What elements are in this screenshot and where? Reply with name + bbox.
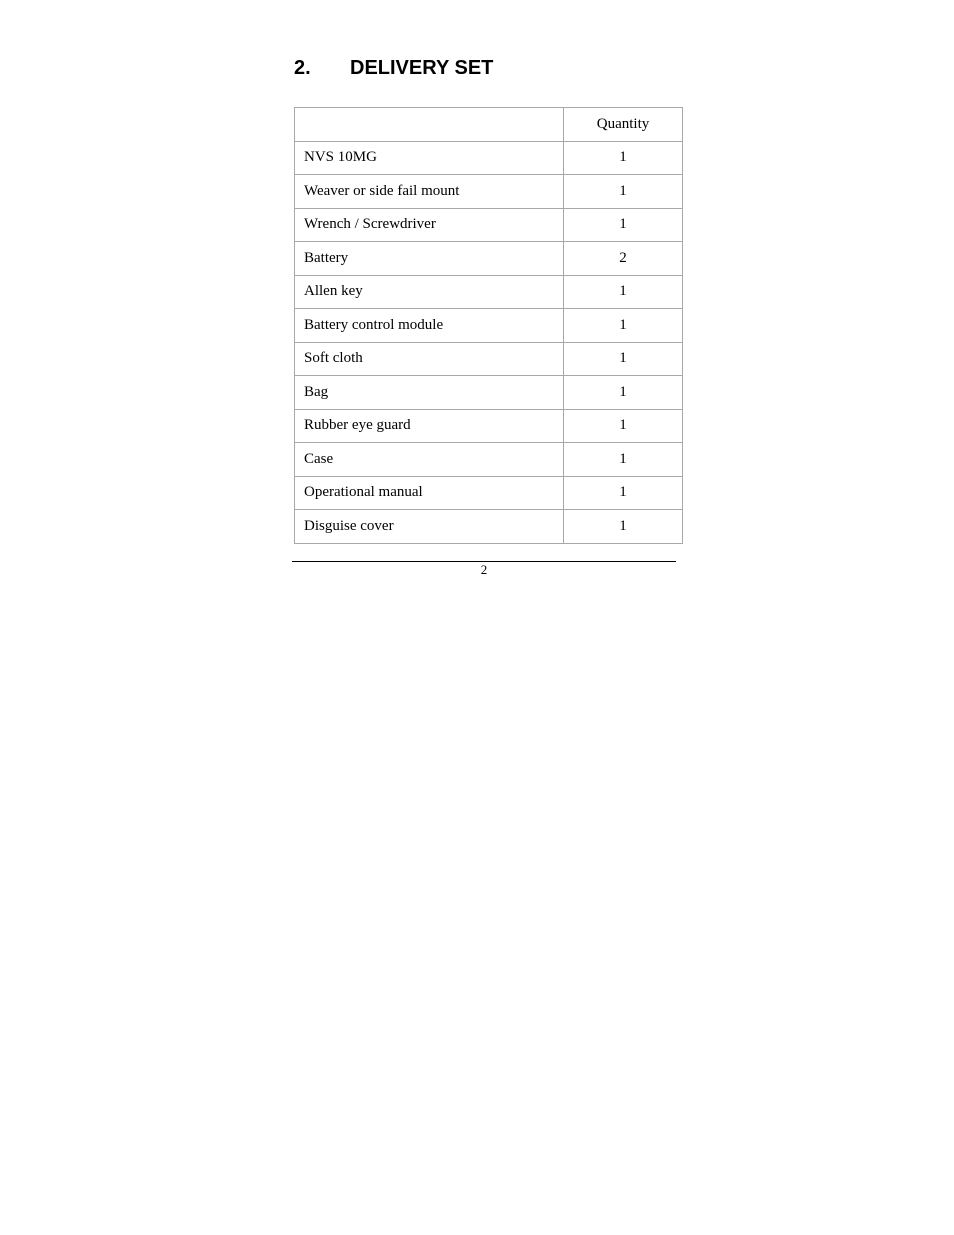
- quantity-cell: 1: [564, 141, 683, 175]
- section-number: 2.: [294, 57, 311, 79]
- item-cell: Allen key: [295, 275, 564, 309]
- table-row: [295, 510, 683, 544]
- table-row: [295, 175, 683, 209]
- quantity-cell: 1: [564, 208, 683, 242]
- table-row: [295, 443, 683, 477]
- item-cell: Weaver or side fail mount: [295, 175, 564, 209]
- quantity-cell: 2: [564, 242, 683, 276]
- item-cell: Battery control module: [295, 309, 564, 343]
- header-quantity-cell: Quantity: [564, 108, 683, 142]
- quantity-cell: 1: [564, 275, 683, 309]
- section-title: DELIVERY SET: [350, 57, 494, 79]
- quantity-cell: 1: [564, 476, 683, 510]
- table-row: [295, 409, 683, 443]
- quantity-cell: 1: [564, 443, 683, 477]
- section-heading: [294, 56, 493, 80]
- table-row: [295, 342, 683, 376]
- item-cell: Rubber eye guard: [295, 409, 564, 443]
- item-cell: Disguise cover: [295, 510, 564, 544]
- page-number: 2: [480, 562, 488, 577]
- item-cell: Case: [295, 443, 564, 477]
- table-row: [295, 208, 683, 242]
- item-cell: Battery: [295, 242, 564, 276]
- table-row: [295, 275, 683, 309]
- table-header-row: [295, 108, 683, 142]
- item-cell: Bag: [295, 376, 564, 410]
- item-cell: Soft cloth: [295, 342, 564, 376]
- table-row: [295, 476, 683, 510]
- item-cell: Wrench / Screwdriver: [295, 208, 564, 242]
- item-cell: NVS 10MG: [295, 141, 564, 175]
- quantity-cell: 1: [564, 510, 683, 544]
- table-row: [295, 309, 683, 343]
- quantity-cell: 1: [564, 409, 683, 443]
- delivery-set-table: [294, 107, 683, 544]
- table-row: [295, 242, 683, 276]
- quantity-cell: 1: [564, 376, 683, 410]
- table-row: [295, 141, 683, 175]
- quantity-cell: 1: [564, 175, 683, 209]
- header-item-cell: [295, 108, 564, 142]
- item-cell: Operational manual: [295, 476, 564, 510]
- table-row: [295, 376, 683, 410]
- quantity-cell: 1: [564, 309, 683, 343]
- quantity-cell: 1: [564, 342, 683, 376]
